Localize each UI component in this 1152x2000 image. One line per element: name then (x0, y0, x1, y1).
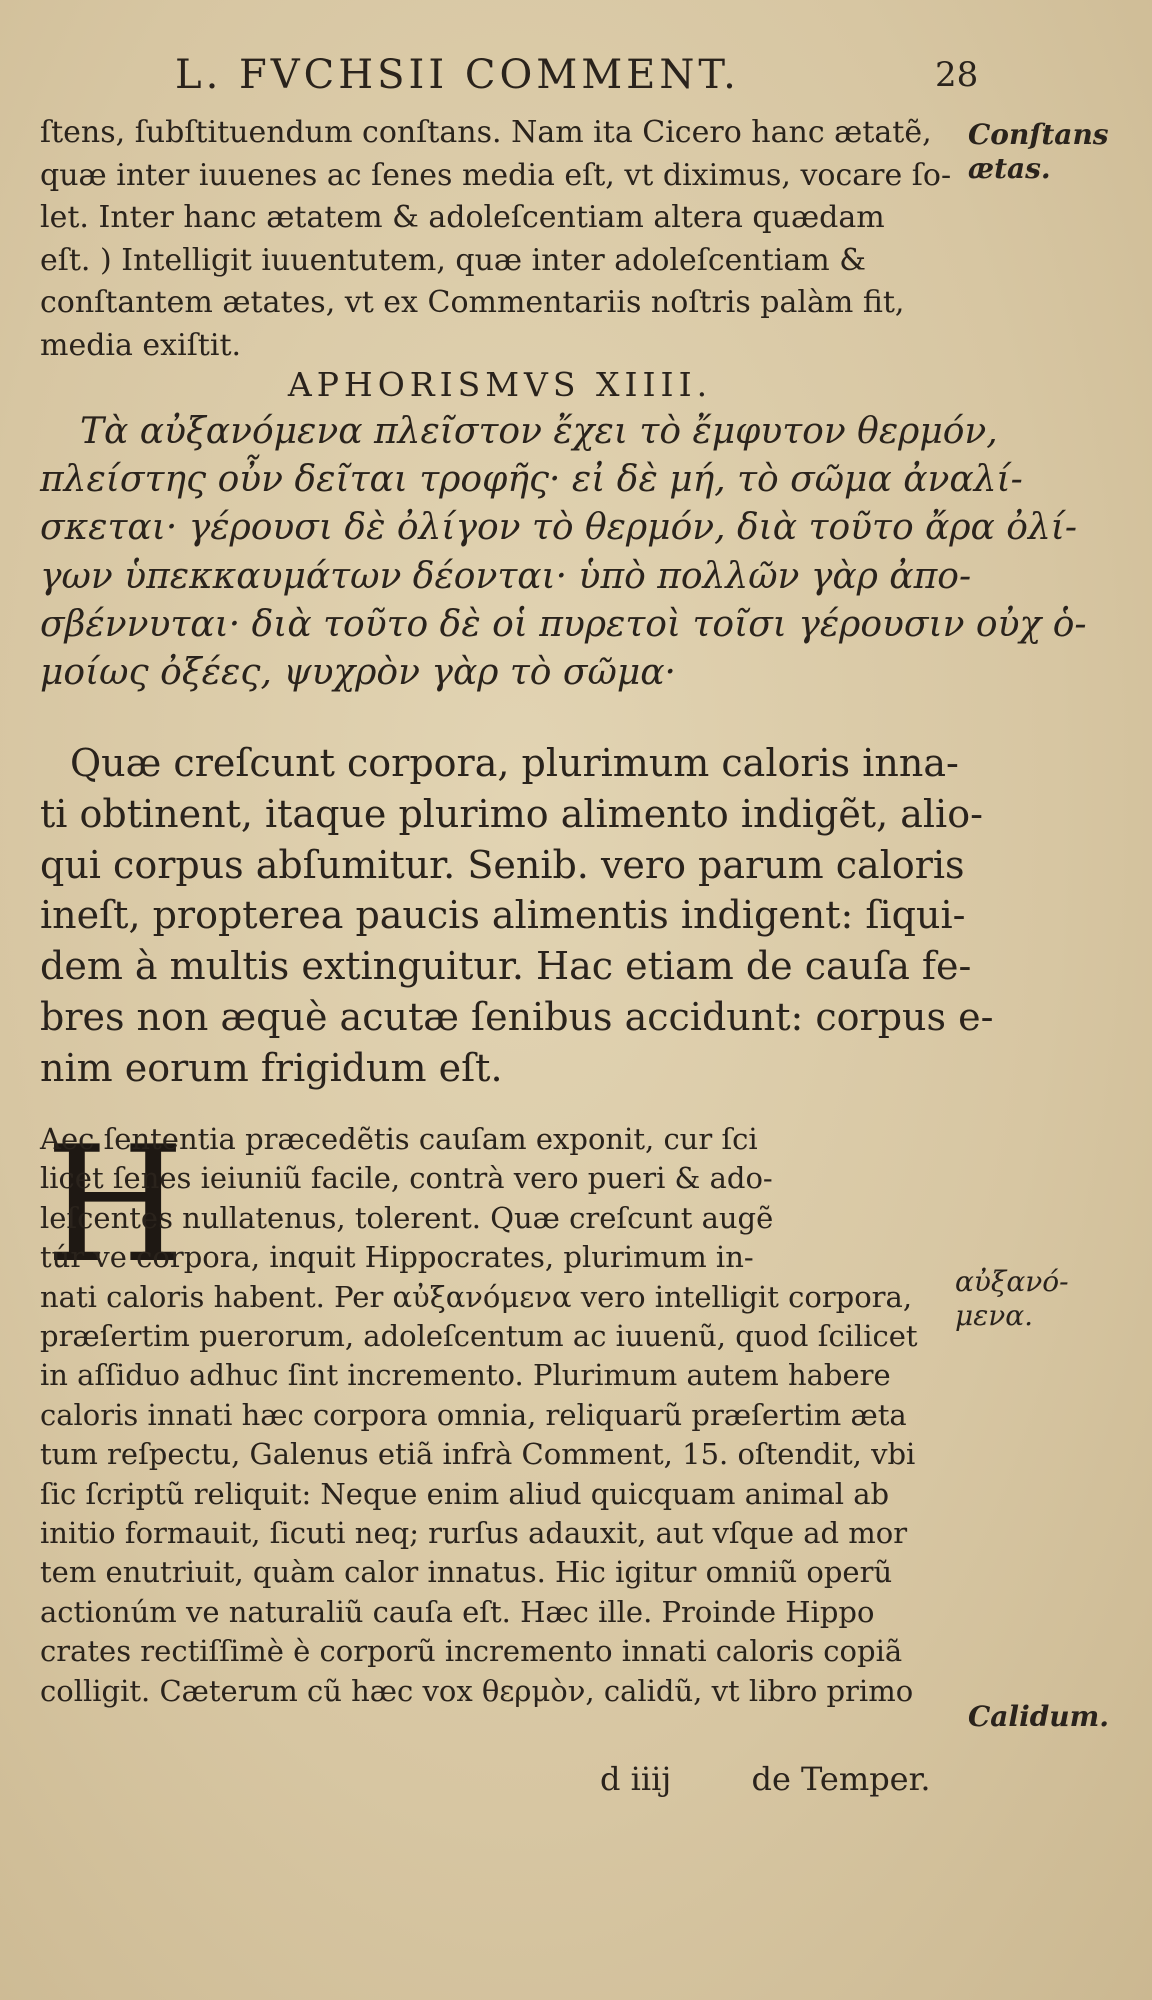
greek-line: μοίως ὀξέες, ψυχρὸν γὰρ τὸ σῶμα· (40, 652, 676, 694)
aphorism-title: APHORISMVS XIIII. (287, 365, 713, 404)
catchword: de Temper. (751, 1760, 931, 1798)
commentary-line: ſic ſcriptũ reliquit: Neque enim aliud quicquam animal ab (40, 1476, 890, 1511)
commentary-line: in aſſiduo adhuc ſint incremento. Plurimum autem habere (40, 1358, 891, 1393)
margin-note-line: ætas. (968, 152, 1051, 185)
signature-mark: d iiij (600, 1760, 672, 1798)
text-line: let. Inter hanc ætatem & adoleſcentiam altera quædam (40, 200, 885, 235)
text-line: quæ inter iuuenes ac ſenes media eſt, vt diximus, vocare ſo- (40, 157, 952, 193)
margin-note-line: μενα. (955, 1299, 1034, 1332)
text-line: conſtantem ætates, vt ex Commentariis noſtris palàm fit, (40, 285, 905, 320)
greek-line: γων ὑπεκκαυμάτων δέονται· ὑπὸ πολλῶν γὰρ ἀπο- (40, 555, 972, 597)
margin-note-line: αὐξανό- (955, 1265, 1069, 1298)
translation-line: Quæ creſcunt corpora, plurimum caloris inna- (70, 741, 959, 785)
commentary-line: nati caloris habent. Per αὐξανόμενα vero intelligit corpora, (40, 1279, 913, 1314)
commentary-line: leſcentes nullatenus, tolerent. Quæ creſcunt augẽ (40, 1200, 774, 1235)
greek-text (40, 408, 1087, 697)
translation-line: bres non æquè acutæ ſenibus accidunt: corpus e- (40, 994, 994, 1039)
catchword-line (600, 1760, 1001, 1798)
commentary-line: præſertim puerorum, adoleſcentum ac iuuenũ, quod ſcilicet (40, 1319, 918, 1354)
greek-line: Τὰ αὐξανόμενα πλεῖστον ἔχει τὸ ἔμφυτον θερμόν, (80, 411, 998, 452)
opening-paragraph (40, 112, 960, 367)
translation-line: nim eorum frigidum eſt. (40, 1045, 503, 1090)
translation-line: ti obtinent, itaque plurimo alimento indigẽt, alio- (40, 791, 983, 836)
greek-line: σκεται· γέρουσι δὲ ὀλίγον τὸ θερμόν, διὰ τοῦτο ἄρα ὀλί- (40, 507, 1078, 549)
commentary-line: caloris innati hæc corpora omnia, reliquarũ præſertim æta (40, 1397, 907, 1432)
text-line: media exiſtit. (40, 327, 242, 363)
commentary (40, 1111, 960, 1711)
greek-line: πλείστης οὖν δεῖται τροφῆς· εἰ δὲ μή, τὸ σῶμα ἀναλί- (40, 459, 1023, 501)
drop-capital: H (45, 1111, 185, 1298)
margin-note-auxanomena (955, 1265, 1069, 1333)
running-head: L. FVCHSII COMMENT. (175, 52, 740, 98)
margin-note-calidum: Calidum. (968, 1700, 1110, 1733)
text-line: eſt. ) Intelligit iuuentutem, quæ inter adoleſcentiam & (40, 242, 866, 278)
commentary-line: colligit. Cæterum cũ hæc vox θερμὸν, calidũ, vt libro primo (40, 1673, 914, 1708)
commentary-line: túr ve corpora, inquit Hippocrates, plurimum in- (40, 1240, 754, 1275)
latin-translation (40, 738, 994, 1094)
text-line: ſtens, ſubſtituendum conſtans. Nam ita Cicero hanc ætatẽ, (40, 115, 932, 150)
margin-note-constans (968, 118, 1109, 186)
commentary-line: tem enutriuit, quàm calor innatus. Hic igitur omniũ operũ (40, 1555, 893, 1590)
commentary-line: initio formauit, ſicuti neq; rurſus adauxit, aut vſque ad mor (40, 1516, 908, 1551)
commentary-line: licet ſenes ieiuniũ facile, contrà vero pueri & ado- (40, 1161, 773, 1196)
commentary-line: crates rectiſſimè è corporũ incremento innati caloris copiã (40, 1634, 903, 1669)
page-number: 28 (935, 55, 979, 95)
commentary-line: tum reſpectu, Galenus etiã infrà Comment, 15. oſtendit, vbi (40, 1437, 916, 1472)
margin-note-line: Conſtans (968, 118, 1109, 151)
commentary-line: actionúm ve naturaliũ cauſa eſt. Hæc ille. Proinde Hippo (40, 1594, 875, 1629)
translation-line: dem à multis extinguitur. Hac etiam de cauſa fe- (40, 944, 972, 989)
translation-line: ineſt, propterea paucis alimentis indigent: ſiqui- (40, 893, 966, 938)
translation-line: qui corpus abſumitur. Senib. vero parum caloris (40, 842, 965, 887)
greek-line: σβέννυται· διὰ τοῦτο δὲ οἱ πυρετοὶ τοῖσι γέρουσιν οὐχ ὁ- (40, 603, 1087, 645)
commentary-line: Aec ſententia præcedẽtis cauſam exponit, cur ſci (40, 1122, 758, 1156)
